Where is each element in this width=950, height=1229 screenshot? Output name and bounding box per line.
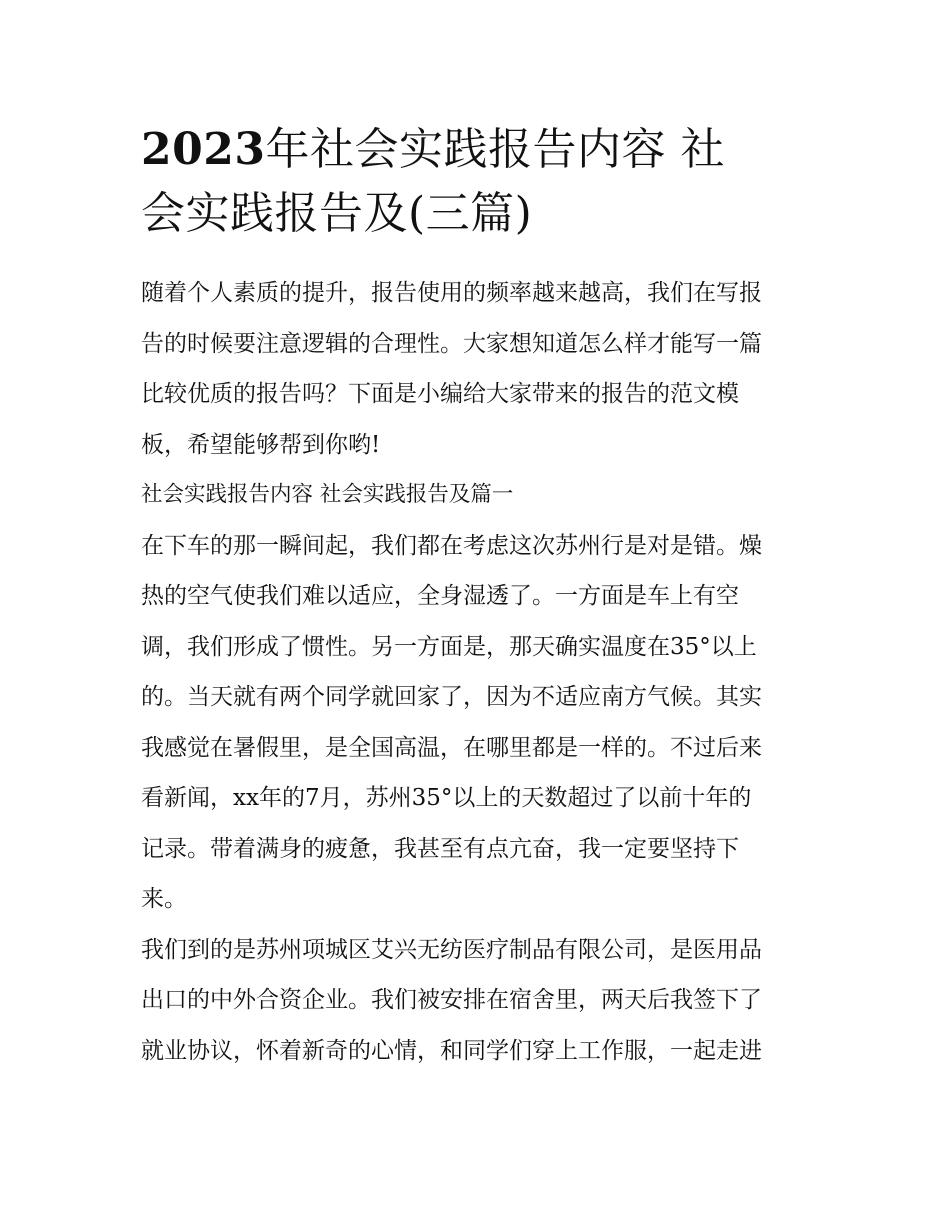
paragraph-1-line-5: 我感觉在暑假里，是全国高温，在哪里都是一样的。不过后来: [141, 734, 762, 761]
document-content: [141, 118, 813, 1076]
paragraph-2-line-3: 就业协议，怀着新奇的心情，和同学们穿上工作服，一起走进: [141, 1037, 762, 1064]
document-title: [141, 118, 813, 246]
paragraph-1-line-1: 在下车的那一瞬间起，我们都在考虑这次苏州行是对是错。燥: [141, 532, 762, 559]
title-year: 2023: [141, 124, 266, 175]
document-body: [141, 268, 813, 1076]
intro-line-1: 随着个人素质的提升，报告使用的频率越来越高，我们在写报: [141, 280, 762, 306]
section-heading-1: 社会实践报告内容 社会实践报告及篇一: [141, 482, 514, 507]
intro-line-4: 板，希望能够帮到你哟!: [141, 431, 381, 458]
title-line-1-text: 年社会实践报告内容 社: [265, 124, 725, 175]
title-line-2: 会实践报告及(三篇): [141, 188, 533, 239]
intro-line-2: 告的时候要注意逻辑的合理性。大家想知道怎么样才能写一篇: [141, 330, 762, 357]
paragraph-1-line-2: 热的空气使我们难以适应，全身湿透了。一方面是车上有空: [141, 583, 739, 609]
paragraph-1-line-3: 调，我们形成了惯性。另一方面是，那天确实温度在35°以上: [141, 633, 757, 660]
paragraph-2-line-2: 出口的中外合资企业。我们被安排在宿舍里，两天后我签下了: [141, 987, 762, 1013]
title-line-1: [141, 118, 813, 182]
intro-line-3: 比较优质的报告吗？下面是小编给大家带来的报告的范文模: [141, 381, 739, 407]
paragraph-2-line-1: 我们到的是苏州项城区艾兴无纺医疗制品有限公司，是医用品: [141, 936, 762, 963]
paragraph-1-line-4: 的。当天就有两个同学就回家了，因为不适应南方气候。其实: [141, 684, 762, 710]
paragraph-1-line-6: 看新闻，xx年的7月，苏州35°以上的天数超过了以前十年的: [141, 785, 752, 811]
paragraph-1-line-7: 记录。带着满身的疲惫，我甚至有点亢奋，我一定要坚持下: [141, 835, 739, 862]
paragraph-1-line-8: 来。: [141, 886, 187, 912]
